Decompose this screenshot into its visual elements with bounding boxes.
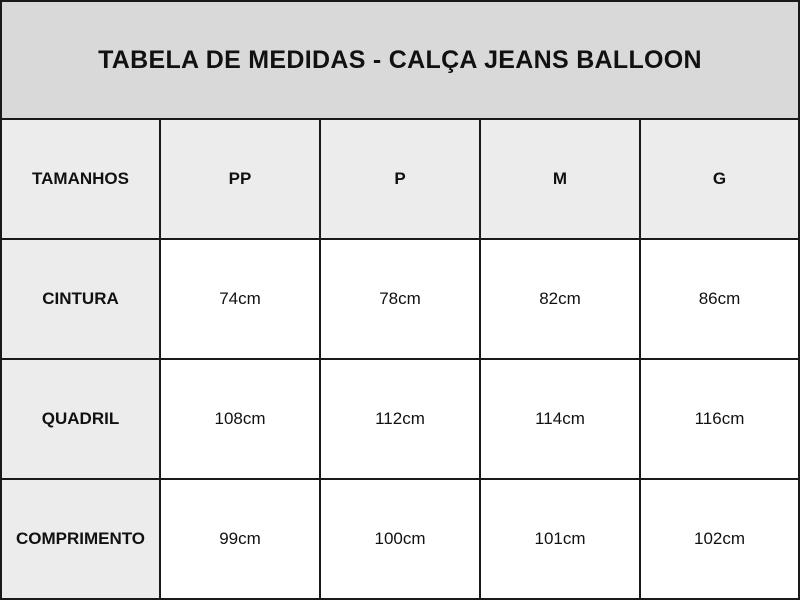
cintura-g-value: 86cm [641,240,798,360]
comprimento-g-value: 102cm [641,480,798,598]
cintura-m-value: 82cm [481,240,641,360]
comprimento-pp-value: 99cm [161,480,321,598]
comprimento-p-value: 100cm [321,480,481,598]
quadril-p-value: 112cm [321,360,481,480]
comprimento-m-value: 101cm [481,480,641,598]
quadril-g-value: 116cm [641,360,798,480]
cintura-pp-value: 74cm [161,240,321,360]
table-title: TABELA DE MEDIDAS - CALÇA JEANS BALLOON [2,2,798,120]
cintura-p-value: 78cm [321,240,481,360]
header-size-p: P [321,120,481,240]
header-size-pp: PP [161,120,321,240]
quadril-pp-value: 108cm [161,360,321,480]
quadril-m-value: 114cm [481,360,641,480]
row-label-cintura: CINTURA [2,240,161,360]
row-label-comprimento: COMPRIMENTO [2,480,161,598]
header-sizes-label: TAMANHOS [2,120,161,240]
header-size-g: G [641,120,798,240]
row-label-quadril: QUADRIL [2,360,161,480]
header-size-m: M [481,120,641,240]
